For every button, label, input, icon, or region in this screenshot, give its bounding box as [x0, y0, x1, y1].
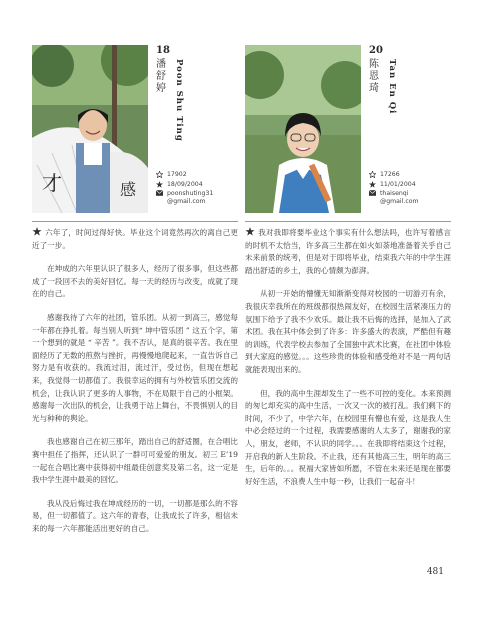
english-name: Poon Shu Ting [174, 59, 184, 142]
student-profile-poon-shu-ting [32, 45, 238, 546]
student-id-icon [369, 171, 376, 178]
email-domain: @gmail.com [167, 197, 206, 205]
paragraph: 我对我即将要毕业这个事实有什么想法吗，也许写着感言的时机不太恰当，许多高三生都在如火如荼地准备着关乎自己未来前景的统考，但是对于即将毕业，结束我六年的中学生涯踏出舒适的乡土，我的心情颇为澎湃。 [245, 228, 451, 275]
paragraph: 我从没后悔过我在坤成经历的一切，一切都是那么的不容易，但一切都值了。这六年的青春，让我成长了许多，相信未来的每一六年都能活出更好的自己。 [32, 498, 238, 533]
student-number: 18 [156, 45, 170, 56]
chinese-name: 陈恩琦 [369, 59, 379, 94]
profile-header [32, 45, 238, 213]
name-column [369, 45, 399, 175]
page-number: 481 [426, 567, 444, 577]
birthday-icon [156, 181, 163, 188]
student-id-icon [156, 171, 163, 178]
testimonial-text [32, 227, 238, 535]
profile-info [156, 171, 246, 207]
divider [245, 221, 451, 222]
student-number: 20 [369, 45, 383, 56]
paragraph: 感谢我待了六年的社团，管乐团。从初一到高三，感觉每一年都在挣扎着。每当别人听到“ 坤中管乐团 ” 这五个字，第一个想到的就是 “ 辛苦 ”。我不否认，是真的很辛苦。我在里面经历了无数的煎熬与挫折，再慢慢地爬起来，一直告诉自己努力是有收获的。我流过泪，流过汗，受过伤，但现在想起来，我觉得一切都值了。我很幸运的拥有与外校管乐团交流的机会，让我认识了更多的人事物，不在局限于自己的小框架。感谢每一次出队的机会，让我勇于站上舞台，不畏惧别人的目光与种种的舆论。 [32, 312, 238, 423]
birthday: 18/09/2004 [167, 180, 203, 188]
paragraph: 但，我的高中生涯却发生了一些不可控的变化。本来预测的匆匕却充实的高中生活，一次又一次的被打乱。我们剩下的时间，不少了，中学六年，在校园里有懵也有爱，这是我人生中必会经过的一个过程，我需要感谢的人太多了，谢谢我的家人，朋友，老师，不认识的同学。。。在我即将结束这个过程，开启我的新人生阶段。不止我，还有其他高三生，明年的高三生，后年的。。。祝福大家皆如所愿，不管在未来还是现在都要好好生活，不浪费人生中每一秒，让我们一起奋斗！ [245, 388, 451, 486]
star-icon [32, 227, 42, 236]
email-icon [156, 190, 163, 196]
star-icon [245, 227, 255, 236]
email-username: poonshuting31 [167, 190, 214, 197]
divider [32, 221, 238, 222]
student-id: 17266 [380, 171, 400, 178]
birthday-icon [369, 181, 376, 188]
student-id: 17902 [167, 171, 187, 178]
paragraph: 六年了，时间过得好快。毕业这个词竟然再次的离自己更近了一步。 [32, 228, 238, 250]
paragraph: 我也感谢自己在初三那年，踏出自己的舒适圈，在合唱比赛中担任了指挥，还认识了一群可可爱爱的朋友。初三 E’19 一起在合唱比赛中获得初中组最佳创意奖及第二名，这一定是我中学生涯中最美的回忆。 [32, 437, 238, 485]
profile-info [369, 171, 459, 207]
email-icon [369, 190, 376, 196]
portrait-photo [32, 45, 148, 213]
name-column [156, 45, 186, 175]
paragraph: 从初一开始的懵懂无知渐渐变得对校园的一切游刃有余，我很庆幸我所在的班级都很热闹友好，在校园生活紧凑压力的氛围下给予了我不少欢乐。最让我不后悔的选择，是加入了武术团。我在其中体会到了许多：许多盛大的表演，严酷但有趣的训练，代表学校去参加了全国独中武术比赛，在社团中体验到大家庭的感觉。。。这些珍贵的体验和感受绝对不是一两句话就能表现出来的。 [245, 289, 451, 374]
paragraph: 在坤成的六年里认识了很多人，经历了很多事，但这些都成了一段回不去的美好回忆。每一天的经历与改变，成就了现在的自己。 [32, 264, 238, 299]
birthday: 11/01/2004 [380, 180, 416, 188]
student-profile-tan-en-qi [245, 45, 451, 499]
profile-header [245, 45, 451, 213]
english-name: Tan En Qi [387, 59, 397, 115]
testimonial-text [245, 227, 451, 488]
email-username: thaisenqi [380, 190, 409, 197]
svg-text:感: 感 [120, 180, 137, 199]
portrait-photo [245, 45, 361, 213]
email-domain: @gmail.com [380, 197, 419, 205]
svg-text:才: 才 [42, 171, 62, 195]
chinese-name: 潘舒婷 [156, 59, 166, 94]
